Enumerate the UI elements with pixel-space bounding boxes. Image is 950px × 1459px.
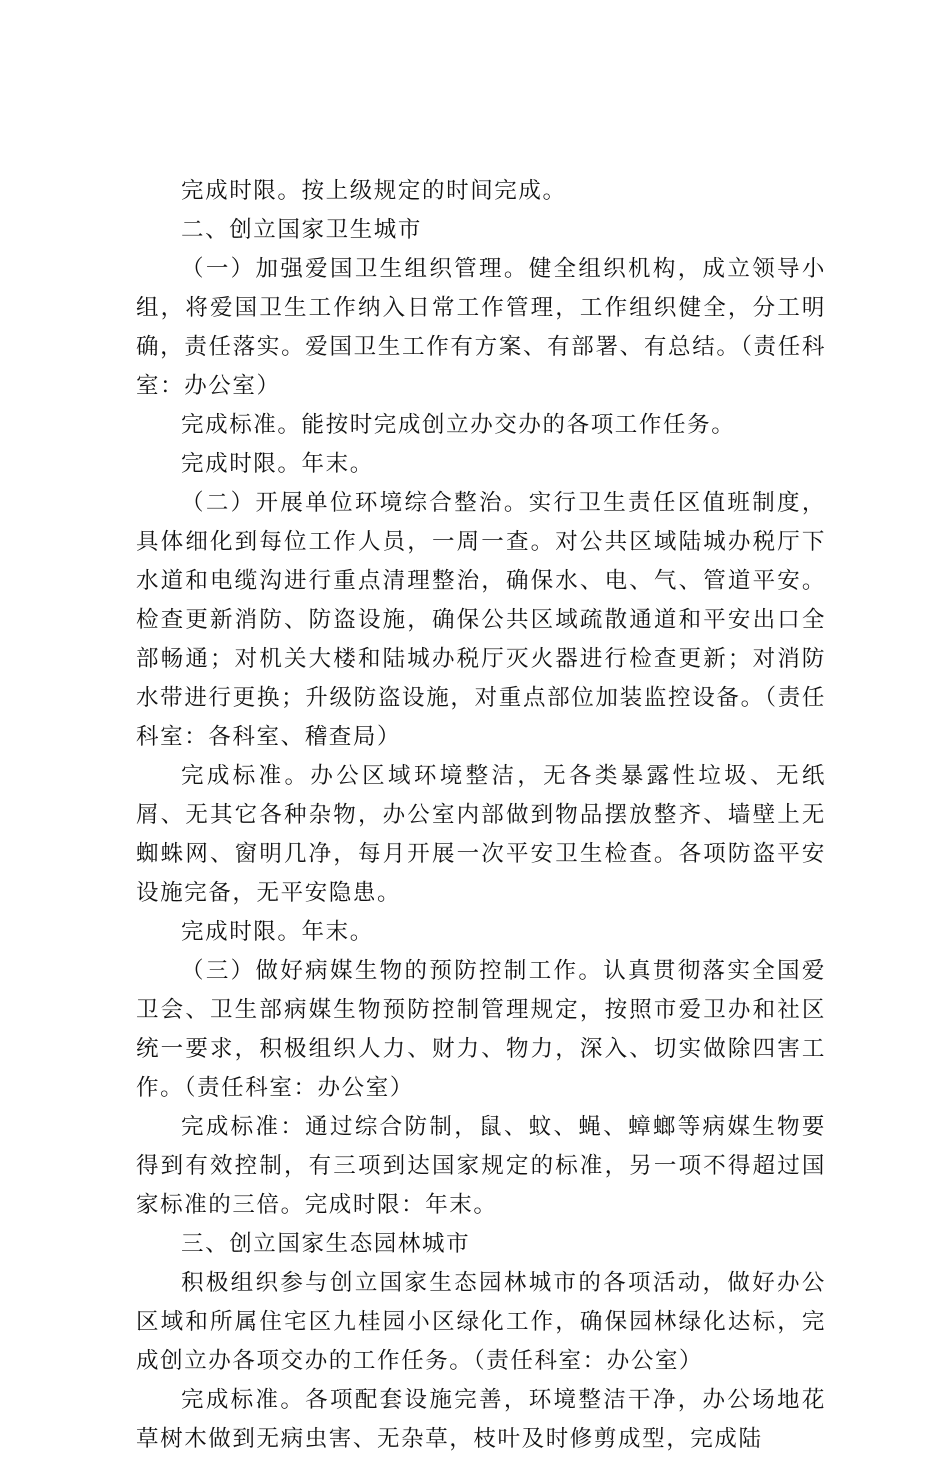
section-heading-2: 二、创立国家卫生城市 [181, 217, 423, 243]
paragraph-item-2-1: （一）加强爱国卫生组织管理。健全组织机构，成立领导小组，将爱国卫生工作纳入日常工作管理，工作组织健全，分工明确，责任落实。爱国卫生工作有方案、有部署、有总结。（责任科室：办公室） [136, 256, 826, 399]
paragraph-standard-2-1: 完成标准。能按时完成创立办交办的各项工作任务。 [181, 412, 736, 438]
section-heading-3: 三、创立国家生态园林城市 [181, 1231, 471, 1257]
paragraph-standard-2-3: 完成标准：通过综合防制，鼠、蚊、蝇、蟑螂等病媒生物要得到有效控制，有三项到达国家规定的标准，另一项不得超过国家标准的三倍。完成时限：年末。 [136, 1114, 826, 1218]
paragraph-deadline-2-2: 完成时限。年末。 [181, 919, 374, 945]
paragraph-deadline-1: 完成时限。按上级规定的时间完成。 [181, 178, 567, 204]
paragraph-item-2-3: （三）做好病媒生物的预防控制工作。认真贯彻落实全国爱卫会、卫生部病媒生物预防控制管理规定，按照市爱卫办和社区统一要求，积极组织人力、财力、物力，深入、切实做除四害工作。（责任科室：办公室） [136, 958, 826, 1101]
paragraph-item-3: 积极组织参与创立国家生态园林城市的各项活动，做好办公区域和所属住宅区九桂园小区绿化工作，确保园林绿化达标，完成创立办各项交办的工作任务。（责任科室：办公室） [136, 1270, 826, 1374]
paragraph-item-2-2: （二）开展单位环境综合整治。实行卫生责任区值班制度，具体细化到每位工作人员，一周一查。对公共区域陆城办税厅下水道和电缆沟进行重点清理整治，确保水、电、气、管道平安。检查更新消防、防盗设施，确保公共区域疏散通道和平安出口全部畅通；对机关大楼和陆城办税厅灭火器进行检查更新；对消防水带进行更换；升级防盗设施，对重点部位加装监控设备。（责任科室：各科室、稽查局） [136, 490, 826, 750]
document-body [136, 172, 826, 1459]
paragraph-deadline-2-1: 完成时限。年末。 [181, 451, 374, 477]
paragraph-standard-3: 完成标准。各项配套设施完善，环境整洁干净，办公场地花草树木做到无病虫害、无杂草，枝叶及时修剪成型，完成陆 [136, 1387, 826, 1452]
paragraph-standard-2-2: 完成标准。办公区域环境整洁，无各类暴露性垃圾、无纸屑、无其它各种杂物，办公室内部做到物品摆放整齐、墙壁上无蜘蛛网、窗明几净，每月开展一次平安卫生检查。各项防盗平安设施完备，无平安隐患。 [136, 763, 826, 906]
